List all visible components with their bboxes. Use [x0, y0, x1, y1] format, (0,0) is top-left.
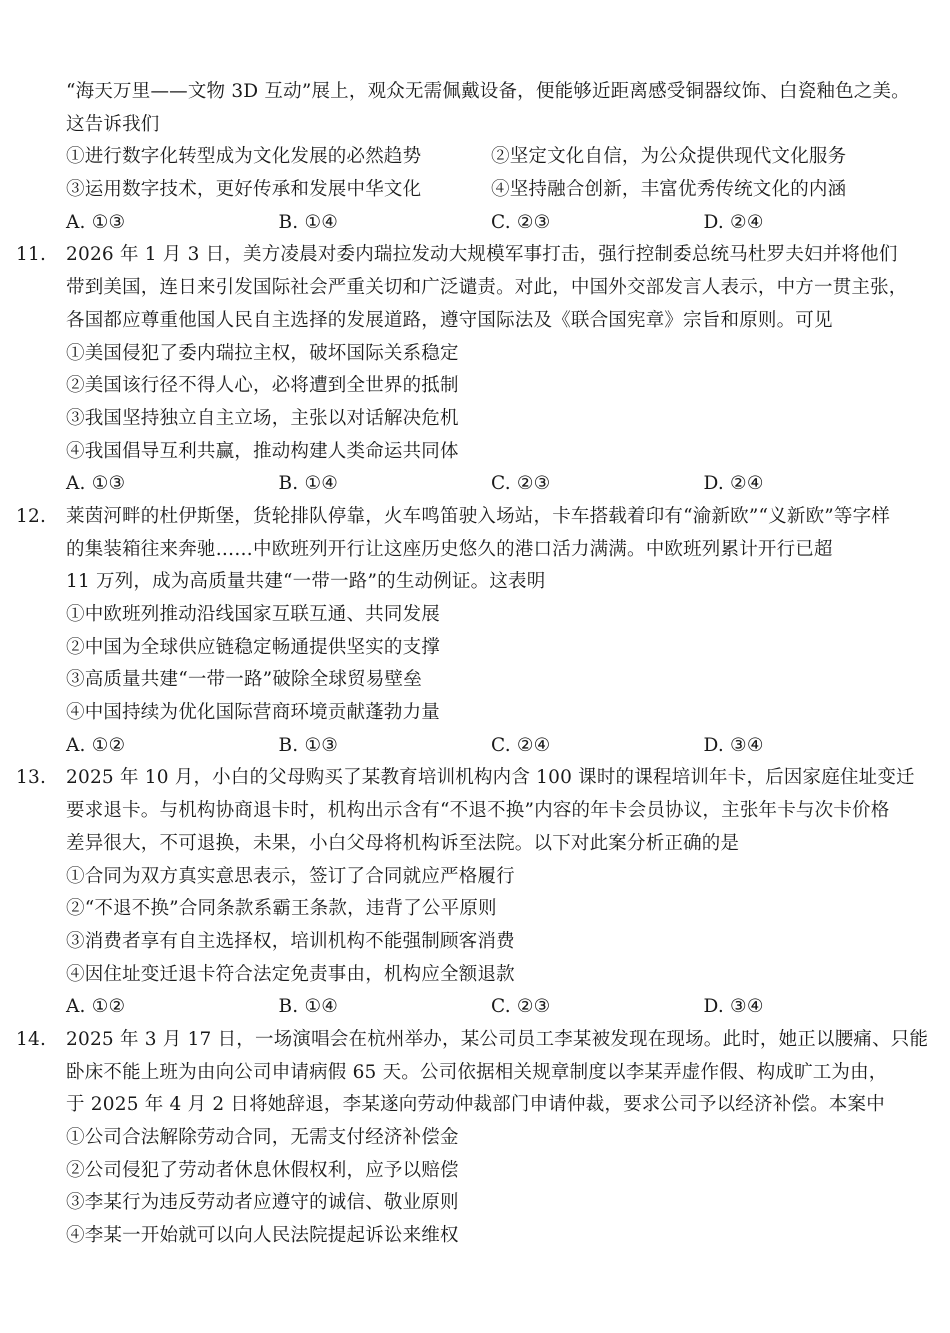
answer-c: C. ②③ [491, 996, 551, 1018]
answer-a: A. ①③ [66, 211, 126, 233]
answer-choices [66, 991, 916, 1024]
option-3: ③消费者享有自主选择权，培训机构不能强制顾客消费 [66, 930, 515, 952]
question-number: 14. [16, 1028, 47, 1050]
question-stem-text: 2025 年 3 月 17 日，一场演唱会在杭州举办，某公司员工李某被发现在现场。此时，她正以腰痛、只能 [66, 1028, 929, 1050]
question-stem-line: 带到美国，连日来引发国际社会严重关切和广泛谴责。对此，中国外交部发言人表示，中方一贯主张， [66, 277, 908, 299]
answer-d: D. ②④ [703, 211, 764, 233]
question-stem-line: “海天万里——文物 3D 互动”展上，观众无需佩戴设备，便能够近距离感受铜器纹饰、白瓷釉色之美。 [66, 81, 910, 102]
question-stem-line: 要求退卡。与机构协商退卡时，机构出示含有“不退不换”内容的年卡会员协议，主张年卡与次卡价格 [66, 800, 890, 822]
option-4: ④坚持融合创新，丰富优秀传统文化的内涵 [491, 179, 847, 201]
answer-a: A. ①③ [66, 473, 126, 495]
question-stem-line [16, 762, 916, 795]
answer-d: D. ③④ [703, 734, 764, 756]
option-1: ①公司合法解除劳动合同，无需支付经济补偿金 [66, 1127, 459, 1148]
answer-choices [66, 730, 916, 763]
question-stem-line: 差异很大，不可退换，未果，小白父母将机构诉至法院。以下对此案分析正确的是 [66, 832, 740, 854]
question-stem-line: 卧床不能上班为由向公司申请病假 65 天。公司依据相关规章制度以李某弄虚作假、构成旷工为由， [66, 1061, 888, 1083]
option-4: ④我国倡导互利共赢，推动构建人类命运共同体 [66, 440, 459, 462]
option-4: ④李某一开始就可以向人民法院提起诉讼来维权 [66, 1225, 459, 1247]
option-row [66, 174, 916, 207]
question-14 [16, 1024, 929, 1253]
question-11 [16, 239, 916, 501]
answer-b: B. ①④ [278, 473, 339, 495]
answer-c: C. ②③ [491, 473, 551, 495]
option-4: ④因住址变迁退卡符合法定免责事由，机构应全额退款 [66, 963, 515, 985]
option-2: ②坚定文化自信，为公众提供现代文化服务 [491, 146, 847, 168]
question-stem-text: 2026 年 1 月 3 日，美方凌晨对委内瑞拉发动大规模军事打击，强行控制委总统马杜罗夫妇并将他们 [66, 244, 898, 266]
answer-choices [66, 207, 916, 240]
option-2: ②公司侵犯了劳动者休息休假权利，应予以赔偿 [66, 1159, 459, 1181]
option-2: ②美国该行径不得人心，必将遭到全世界的抵制 [66, 375, 459, 397]
question-number: 11. [16, 244, 47, 266]
answer-d: D. ②④ [703, 473, 764, 495]
option-4: ④中国持续为优化国际营商环境贡献蓬勃力量 [66, 702, 441, 724]
answer-choices [66, 468, 916, 501]
option-3: ③李某行为违反劳动者应遵守的诚信、敬业原则 [66, 1192, 459, 1214]
question-12 [16, 501, 916, 763]
answer-d: D. ③④ [703, 996, 764, 1018]
question-number: 12. [16, 505, 47, 527]
option-3: ③我国坚持独立自主立场，主张以对话解决危机 [66, 407, 459, 429]
option-row [66, 141, 916, 174]
question-stem-line [16, 501, 916, 534]
answer-b: B. ①④ [278, 211, 339, 233]
answer-c: C. ②④ [491, 734, 551, 756]
answer-b: B. ①③ [278, 734, 339, 756]
question-stem-line [16, 1024, 929, 1057]
option-2: ②中国为全球供应链稳定畅通提供坚实的支撑 [66, 636, 441, 658]
question-stem-line: 于 2025 年 4 月 2 日将她辞退，李某遂向劳动仲裁部门申请仲裁，要求公司予以经济补偿。本案中 [66, 1094, 885, 1116]
answer-a: A. ①② [66, 734, 126, 756]
option-3: ③运用数字技术，更好传承和发展中华文化 [66, 179, 422, 201]
option-1: ①合同为双方真实意思表示，签订了合同就应严格履行 [66, 865, 515, 887]
question-13 [16, 762, 916, 1024]
question-stem-line: 这告诉我们 [66, 113, 160, 135]
answer-b: B. ①④ [278, 996, 339, 1018]
question-10 [66, 76, 916, 239]
option-2: ②“不退不换”合同条款系霸王条款，违背了公平原则 [66, 898, 497, 920]
exam-page [16, 76, 929, 1253]
question-stem-text: 2025 年 10 月，小白的父母购买了某教育培训机构内含 100 课时的课程培训年卡，后因家庭住址变迁 [66, 767, 915, 789]
option-1: ①美国侵犯了委内瑞拉主权，破坏国际关系稳定 [66, 342, 459, 364]
question-stem-line: 的集装箱往来奔驰……中欧班列开行让这座历史悠久的港口活力满满。中欧班列累计开行已超 [66, 538, 833, 560]
question-stem-line: 11 万列，成为高质量共建“一带一路”的生动例证。这表明 [66, 571, 546, 593]
answer-a: A. ①② [66, 996, 126, 1018]
answer-c: C. ②③ [491, 211, 551, 233]
option-3: ③高质量共建“一带一路”破除全球贸易壁垒 [66, 669, 422, 691]
question-number: 13. [16, 767, 47, 789]
question-stem-text: 莱茵河畔的杜伊斯堡，货轮排队停靠，火车鸣笛驶入场站，卡车搭载着印有“渝新欧”“义新欧”等字样 [66, 505, 891, 527]
question-stem-line: 各国都应尊重他国人民自主选择的发展道路，遵守国际法及《联合国宪章》宗旨和原则。可见 [66, 309, 833, 331]
question-stem-line [16, 239, 916, 272]
option-1: ①进行数字化转型成为文化发展的必然趋势 [66, 146, 422, 168]
option-1: ①中欧班列推动沿线国家互联互通、共同发展 [66, 604, 441, 625]
